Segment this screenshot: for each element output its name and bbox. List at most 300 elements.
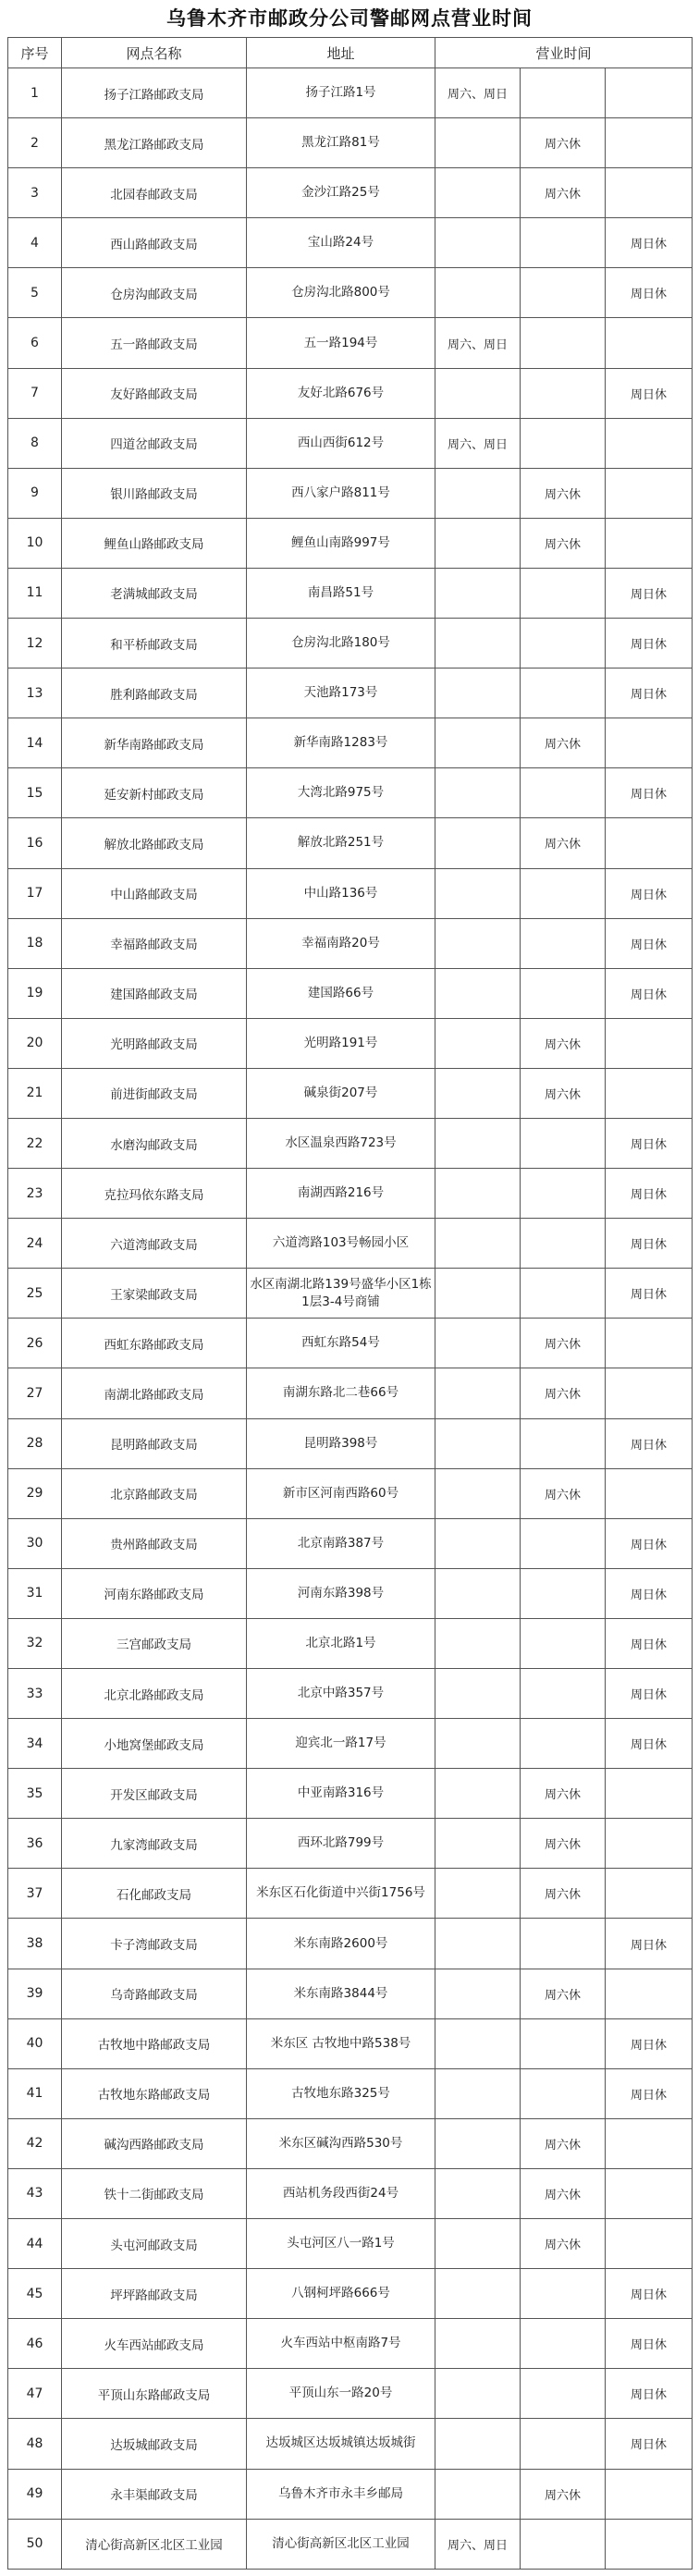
cell-hours-saturday: 周六休 (521, 518, 606, 568)
cell-number: 3 (8, 168, 62, 218)
cell-number: 30 (8, 1518, 62, 1568)
cell-number: 33 (8, 1669, 62, 1719)
cell-address: 黑龙江路81号 (247, 118, 435, 168)
cell-address: 仓房沟北路180号 (247, 619, 435, 669)
cell-number: 45 (8, 2269, 62, 2319)
cell-hours-saturday (521, 2319, 606, 2369)
cell-number: 36 (8, 1819, 62, 1869)
cell-hours-weekend (435, 1219, 521, 1269)
table-row (8, 1969, 693, 2018)
cell-hours-saturday: 周六休 (521, 1969, 606, 2018)
cell-branch-name: 六道湾邮政支局 (62, 1219, 247, 1269)
header-num: 序号 (8, 38, 62, 68)
cell-hours-sunday (606, 318, 693, 368)
cell-hours-sunday: 周日休 (606, 918, 693, 968)
cell-hours-saturday (521, 1269, 606, 1319)
cell-hours-sunday (606, 1068, 693, 1118)
cell-hours-weekend (435, 1919, 521, 1969)
cell-branch-name: 和平桥邮政支局 (62, 619, 247, 669)
cell-address: 西虹东路54号 (247, 1319, 435, 1368)
cell-branch-name: 中山路邮政支局 (62, 868, 247, 918)
cell-address: 米东南路3844号 (247, 1969, 435, 2018)
table-row (8, 669, 693, 718)
cell-branch-name: 西山路邮政支局 (62, 218, 247, 268)
table-row (8, 1919, 693, 1969)
cell-hours-weekend (435, 818, 521, 868)
cell-number: 44 (8, 2219, 62, 2269)
cell-number: 29 (8, 1468, 62, 1518)
cell-address: 仓房沟北路800号 (247, 268, 435, 318)
table-row (8, 1068, 693, 1118)
cell-hours-sunday (606, 1769, 693, 1819)
cell-branch-name: 五一路邮政支局 (62, 318, 247, 368)
cell-branch-name: 仓房沟邮政支局 (62, 268, 247, 318)
cell-branch-name: 永丰渠邮政支局 (62, 2469, 247, 2519)
cell-address: 金沙江路25号 (247, 168, 435, 218)
cell-number: 50 (8, 2519, 62, 2569)
cell-hours-weekend (435, 268, 521, 318)
cell-hours-saturday (521, 1518, 606, 1568)
cell-hours-weekend (435, 2068, 521, 2118)
cell-hours-sunday: 周日休 (606, 619, 693, 669)
cell-address: 古牧地东路325号 (247, 2068, 435, 2118)
cell-address: 碱泉街207号 (247, 1068, 435, 1118)
cell-hours-saturday (521, 318, 606, 368)
cell-hours-saturday (521, 768, 606, 818)
cell-hours-saturday (521, 1169, 606, 1219)
cell-hours-saturday: 周六休 (521, 168, 606, 218)
cell-branch-name: 头屯河邮政支局 (62, 2219, 247, 2269)
cell-number: 2 (8, 118, 62, 168)
header-name: 网点名称 (62, 38, 247, 68)
table-row (8, 2419, 693, 2469)
cell-branch-name: 北京路邮政支局 (62, 1468, 247, 1518)
cell-hours-saturday: 周六休 (521, 1869, 606, 1919)
table-row (8, 418, 693, 468)
table-row (8, 218, 693, 268)
table-row (8, 868, 693, 918)
cell-number: 9 (8, 468, 62, 518)
cell-address: 幸福南路20号 (247, 918, 435, 968)
cell-hours-sunday: 周日休 (606, 1269, 693, 1319)
cell-hours-sunday (606, 1319, 693, 1368)
cell-hours-saturday (521, 1669, 606, 1719)
cell-hours-saturday: 周六休 (521, 118, 606, 168)
cell-hours-sunday (606, 2219, 693, 2269)
table-row (8, 2519, 693, 2569)
cell-branch-name: 北园春邮政支局 (62, 168, 247, 218)
cell-branch-name: 鲤鱼山路邮政支局 (62, 518, 247, 568)
cell-branch-name: 火车西站邮政支局 (62, 2319, 247, 2369)
cell-number: 41 (8, 2068, 62, 2118)
cell-hours-saturday: 周六休 (521, 818, 606, 868)
cell-hours-weekend (435, 1769, 521, 1819)
cell-hours-saturday: 周六休 (521, 1769, 606, 1819)
cell-number: 43 (8, 2168, 62, 2218)
cell-hours-sunday: 周日休 (606, 1618, 693, 1668)
cell-address: 河南东路398号 (247, 1568, 435, 1618)
cell-hours-sunday: 周日休 (606, 268, 693, 318)
cell-hours-saturday: 周六休 (521, 1819, 606, 1869)
cell-branch-name: 建国路邮政支局 (62, 968, 247, 1018)
table-row (8, 468, 693, 518)
cell-branch-name: 友好路邮政支局 (62, 368, 247, 418)
table-row (8, 2469, 693, 2519)
cell-address: 友好北路676号 (247, 368, 435, 418)
cell-hours-weekend (435, 1418, 521, 1468)
cell-hours-weekend (435, 1169, 521, 1219)
cell-hours-weekend (435, 1969, 521, 2018)
cell-branch-name: 幸福路邮政支局 (62, 918, 247, 968)
cell-hours-saturday (521, 619, 606, 669)
cell-hours-weekend (435, 518, 521, 568)
cell-branch-name: 四道岔邮政支局 (62, 418, 247, 468)
cell-number: 28 (8, 1418, 62, 1468)
cell-number: 17 (8, 868, 62, 918)
cell-branch-name: 新华南路邮政支局 (62, 718, 247, 768)
cell-branch-name: 乌奇路邮政支局 (62, 1969, 247, 2018)
cell-number: 24 (8, 1219, 62, 1269)
cell-address: 米东区 古牧地中路538号 (247, 2018, 435, 2068)
cell-address: 米东区碱沟西路530号 (247, 2118, 435, 2168)
table-row (8, 1669, 693, 1719)
cell-hours-weekend (435, 468, 521, 518)
cell-hours-saturday (521, 918, 606, 968)
cell-branch-name: 胜利路邮政支局 (62, 669, 247, 718)
table-row (8, 768, 693, 818)
table-row (8, 2219, 693, 2269)
cell-hours-saturday: 周六休 (521, 1468, 606, 1518)
cell-hours-weekend (435, 2118, 521, 2168)
cell-address: 解放北路251号 (247, 818, 435, 868)
table-row (8, 1018, 693, 1068)
table-row (8, 1518, 693, 1568)
cell-number: 10 (8, 518, 62, 568)
cell-address: 天池路173号 (247, 669, 435, 718)
cell-branch-name: 古牧地东路邮政支局 (62, 2068, 247, 2118)
cell-number: 40 (8, 2018, 62, 2068)
cell-branch-name: 南湖北路邮政支局 (62, 1368, 247, 1418)
cell-hours-weekend (435, 868, 521, 918)
cell-hours-saturday: 周六休 (521, 2118, 606, 2168)
cell-branch-name: 扬子江路邮政支局 (62, 68, 247, 118)
table-row (8, 1468, 693, 1518)
cell-branch-name: 石化邮政支局 (62, 1869, 247, 1919)
cell-address: 八钢柯坪路666号 (247, 2269, 435, 2319)
cell-hours-weekend (435, 1068, 521, 1118)
table-row (8, 1418, 693, 1468)
cell-address: 迎宾北一路17号 (247, 1719, 435, 1769)
cell-hours-sunday: 周日休 (606, 1919, 693, 1969)
cell-hours-saturday: 周六休 (521, 2219, 606, 2269)
cell-hours-weekend (435, 168, 521, 218)
cell-address: 水区温泉西路723号 (247, 1118, 435, 1168)
cell-hours-sunday (606, 1969, 693, 2018)
cell-address: 扬子江路1号 (247, 68, 435, 118)
cell-branch-name: 九家湾邮政支局 (62, 1819, 247, 1869)
cell-address: 米东区石化街道中兴街1756号 (247, 1869, 435, 1919)
cell-address: 宝山路24号 (247, 218, 435, 268)
cell-hours-saturday: 周六休 (521, 1068, 606, 1118)
cell-hours-weekend: 周六、周日 (435, 418, 521, 468)
cell-hours-sunday (606, 2519, 693, 2569)
cell-hours-sunday (606, 168, 693, 218)
cell-hours-saturday: 周六休 (521, 468, 606, 518)
cell-hours-sunday (606, 1819, 693, 1869)
cell-branch-name: 老满城邮政支局 (62, 568, 247, 618)
cell-address: 火车西站中枢南路7号 (247, 2319, 435, 2369)
cell-hours-saturday: 周六休 (521, 1319, 606, 1368)
cell-hours-saturday (521, 1418, 606, 1468)
cell-branch-name: 银川路邮政支局 (62, 468, 247, 518)
cell-address: 建国路66号 (247, 968, 435, 1018)
table-row (8, 1719, 693, 1769)
cell-number: 6 (8, 318, 62, 368)
cell-address: 西八家户路811号 (247, 468, 435, 518)
cell-number: 34 (8, 1719, 62, 1769)
table-row (8, 168, 693, 218)
cell-hours-weekend (435, 619, 521, 669)
header-row (8, 38, 693, 68)
table-row (8, 2018, 693, 2068)
cell-hours-sunday: 周日休 (606, 2369, 693, 2419)
cell-hours-weekend (435, 1269, 521, 1319)
cell-hours-weekend: 周六、周日 (435, 2519, 521, 2569)
cell-branch-name: 延安新村邮政支局 (62, 768, 247, 818)
cell-hours-saturday (521, 218, 606, 268)
cell-branch-name: 北京北路邮政支局 (62, 1669, 247, 1719)
cell-hours-weekend (435, 918, 521, 968)
cell-hours-saturday (521, 868, 606, 918)
table-row (8, 1568, 693, 1618)
cell-hours-sunday: 周日休 (606, 1418, 693, 1468)
cell-hours-weekend (435, 1719, 521, 1769)
cell-number: 8 (8, 418, 62, 468)
table-row (8, 1769, 693, 1819)
cell-hours-weekend (435, 1669, 521, 1719)
cell-address: 西山西街612号 (247, 418, 435, 468)
cell-hours-sunday: 周日休 (606, 2018, 693, 2068)
cell-branch-name: 清心街高新区北区工业园 (62, 2519, 247, 2569)
cell-hours-saturday (521, 368, 606, 418)
cell-branch-name: 坪坪路邮政支局 (62, 2269, 247, 2319)
cell-address: 南湖东路北二巷66号 (247, 1368, 435, 1418)
cell-address: 鲤鱼山南路997号 (247, 518, 435, 568)
cell-branch-name: 古牧地中路邮政支局 (62, 2018, 247, 2068)
cell-branch-name: 西虹东路邮政支局 (62, 1319, 247, 1368)
cell-hours-saturday (521, 669, 606, 718)
cell-number: 37 (8, 1869, 62, 1919)
cell-address: 清心街高新区北区工业园 (247, 2519, 435, 2569)
table-row (8, 368, 693, 418)
cell-hours-sunday: 周日休 (606, 218, 693, 268)
cell-branch-name: 贵州路邮政支局 (62, 1518, 247, 1568)
cell-address: 大湾北路975号 (247, 768, 435, 818)
table-row (8, 1368, 693, 1418)
cell-branch-name: 水磨沟邮政支局 (62, 1118, 247, 1168)
cell-hours-sunday: 周日休 (606, 2068, 693, 2118)
cell-number: 48 (8, 2419, 62, 2469)
cell-branch-name: 铁十二街邮政支局 (62, 2168, 247, 2218)
cell-hours-sunday (606, 118, 693, 168)
cell-hours-weekend (435, 2168, 521, 2218)
cell-hours-sunday: 周日休 (606, 669, 693, 718)
cell-address: 光明路191号 (247, 1018, 435, 1068)
cell-hours-saturday: 周六休 (521, 2469, 606, 2519)
cell-address: 昆明路398号 (247, 1418, 435, 1468)
cell-hours-saturday: 周六休 (521, 2168, 606, 2218)
table-row (8, 718, 693, 768)
cell-hours-sunday (606, 418, 693, 468)
cell-branch-name: 王家梁邮政支局 (62, 1269, 247, 1319)
cell-hours-weekend (435, 118, 521, 168)
table-row (8, 2369, 693, 2419)
cell-address: 北京中路357号 (247, 1669, 435, 1719)
cell-number: 49 (8, 2469, 62, 2519)
cell-hours-saturday: 周六休 (521, 1368, 606, 1418)
cell-branch-name: 开发区邮政支局 (62, 1769, 247, 1819)
cell-hours-sunday (606, 2469, 693, 2519)
cell-hours-sunday (606, 1018, 693, 1068)
cell-hours-saturday (521, 968, 606, 1018)
cell-number: 7 (8, 368, 62, 418)
cell-hours-saturday: 周六休 (521, 1018, 606, 1068)
cell-hours-weekend (435, 1118, 521, 1168)
cell-hours-saturday (521, 1118, 606, 1168)
cell-number: 42 (8, 2118, 62, 2168)
cell-number: 13 (8, 669, 62, 718)
cell-hours-weekend (435, 968, 521, 1018)
header-address: 地址 (247, 38, 435, 68)
cell-branch-name: 河南东路邮政支局 (62, 1568, 247, 1618)
cell-hours-saturday (521, 2419, 606, 2469)
cell-address: 五一路194号 (247, 318, 435, 368)
table-row (8, 2319, 693, 2369)
cell-hours-sunday (606, 518, 693, 568)
cell-hours-weekend (435, 1618, 521, 1668)
table-row (8, 1618, 693, 1668)
cell-hours-weekend (435, 669, 521, 718)
cell-branch-name: 碱沟西路邮政支局 (62, 2118, 247, 2168)
cell-hours-weekend (435, 2269, 521, 2319)
cell-address: 头屯河区八一路1号 (247, 2219, 435, 2269)
cell-hours-sunday (606, 68, 693, 118)
cell-hours-sunday: 周日休 (606, 868, 693, 918)
cell-hours-weekend (435, 2319, 521, 2369)
cell-hours-weekend (435, 768, 521, 818)
cell-hours-weekend (435, 1518, 521, 1568)
cell-hours-sunday: 周日休 (606, 2419, 693, 2469)
cell-hours-saturday (521, 1219, 606, 1269)
cell-address: 中亚南路316号 (247, 1769, 435, 1819)
cell-number: 38 (8, 1919, 62, 1969)
cell-branch-name: 光明路邮政支局 (62, 1018, 247, 1068)
cell-hours-saturday (521, 2369, 606, 2419)
cell-address: 乌鲁木齐市永丰乡邮局 (247, 2469, 435, 2519)
cell-number: 14 (8, 718, 62, 768)
cell-hours-sunday: 周日休 (606, 1169, 693, 1219)
cell-hours-weekend (435, 718, 521, 768)
cell-number: 46 (8, 2319, 62, 2369)
cell-hours-sunday: 周日休 (606, 1518, 693, 1568)
cell-branch-name: 卡子湾邮政支局 (62, 1919, 247, 1969)
cell-hours-sunday (606, 468, 693, 518)
cell-hours-weekend (435, 218, 521, 268)
cell-number: 1 (8, 68, 62, 118)
cell-branch-name: 克拉玛依东路支局 (62, 1169, 247, 1219)
cell-hours-sunday (606, 1468, 693, 1518)
table-row (8, 568, 693, 618)
cell-branch-name: 三宫邮政支局 (62, 1618, 247, 1668)
cell-hours-sunday: 周日休 (606, 968, 693, 1018)
table-row (8, 2168, 693, 2218)
cell-hours-sunday: 周日休 (606, 2319, 693, 2369)
table-row (8, 2068, 693, 2118)
cell-hours-saturday (521, 2269, 606, 2319)
cell-number: 47 (8, 2369, 62, 2419)
cell-hours-saturday: 周六休 (521, 718, 606, 768)
cell-hours-sunday (606, 2118, 693, 2168)
cell-number: 5 (8, 268, 62, 318)
cell-number: 35 (8, 1769, 62, 1819)
cell-branch-name: 达坂城邮政支局 (62, 2419, 247, 2469)
table-row (8, 1118, 693, 1168)
table-row (8, 1319, 693, 1368)
cell-address: 中山路136号 (247, 868, 435, 918)
cell-hours-weekend (435, 368, 521, 418)
cell-hours-weekend: 周六、周日 (435, 318, 521, 368)
cell-address: 西站机务段西街24号 (247, 2168, 435, 2218)
cell-hours-saturday (521, 418, 606, 468)
cell-number: 21 (8, 1068, 62, 1118)
cell-hours-sunday: 周日休 (606, 568, 693, 618)
cell-number: 12 (8, 619, 62, 669)
cell-number: 32 (8, 1618, 62, 1668)
cell-hours-weekend (435, 1869, 521, 1919)
cell-hours-saturday (521, 1719, 606, 1769)
cell-address: 达坂城区达坂城镇达坂城街 (247, 2419, 435, 2469)
cell-number: 22 (8, 1118, 62, 1168)
header-hours: 营业时间 (435, 38, 693, 68)
table-row (8, 619, 693, 669)
cell-hours-weekend (435, 2219, 521, 2269)
cell-hours-sunday: 周日休 (606, 768, 693, 818)
cell-hours-sunday (606, 1869, 693, 1919)
cell-branch-name: 昆明路邮政支局 (62, 1418, 247, 1468)
cell-hours-weekend (435, 2419, 521, 2469)
cell-hours-sunday: 周日休 (606, 1669, 693, 1719)
cell-hours-saturday (521, 2018, 606, 2068)
table-row (8, 1819, 693, 1869)
cell-branch-name: 前进街邮政支局 (62, 1068, 247, 1118)
cell-hours-weekend (435, 2469, 521, 2519)
cell-branch-name: 小地窝堡邮政支局 (62, 1719, 247, 1769)
cell-hours-weekend (435, 2018, 521, 2068)
cell-address: 北京南路387号 (247, 1518, 435, 1568)
cell-hours-weekend: 周六、周日 (435, 68, 521, 118)
cell-hours-weekend (435, 1319, 521, 1368)
cell-hours-sunday: 周日休 (606, 2269, 693, 2319)
page-title: 乌鲁木齐市邮政分公司警邮网点营业时间 (166, 7, 533, 30)
table-row (8, 118, 693, 168)
cell-hours-weekend (435, 1018, 521, 1068)
cell-number: 39 (8, 1969, 62, 2018)
cell-hours-weekend (435, 1568, 521, 1618)
cell-address: 北京北路1号 (247, 1618, 435, 1668)
cell-address: 南昌路51号 (247, 568, 435, 618)
table-row (8, 68, 693, 118)
table-row (8, 818, 693, 868)
